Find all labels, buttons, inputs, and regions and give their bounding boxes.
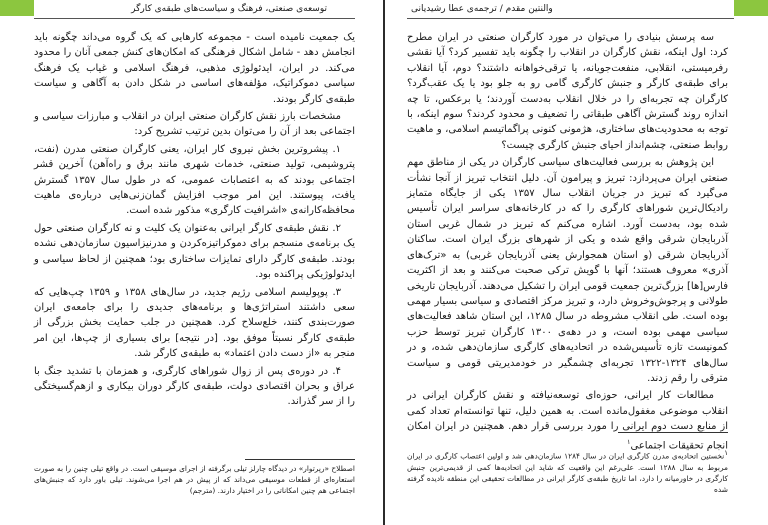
running-head-left: توسعه‌ی صنعتی، فرهنگ و سیاست‌های طبقه‌ی کارگر (131, 4, 327, 14)
footnote-right (407, 448, 728, 495)
left-page-body (34, 30, 355, 412)
footnote-reference: ۱ (626, 437, 631, 446)
header-rule (407, 18, 734, 19)
right-page-body (407, 30, 728, 455)
footnote-rule (245, 459, 355, 460)
paragraph: ۱. پیشروترین بخش نیروی کار ایران، یعنی کارگران صنعتی مدرن (نفت، پتروشیمی، تولید صنعتی، خدمات شهری مانند برق و راه‌آهن) آخرین قشر اجتماعی بودند که به اعتصابات عمومی، که در طول سال ۱۳۵۷ گسترش یافت، پیوستند. این امر موجب افزایش گمان‌زنی‌هایی درباره‌ی ماهیت محافظه‌کارانه‌ی «اشرافیت کارگری» مذکور شده است. (34, 143, 355, 217)
page-edge-tab (0, 0, 34, 16)
paragraph (407, 388, 728, 453)
paragraph: سه پرسش بنیادی را می‌توان در مورد کارگران صنعتی در ایران مطرح کرد: اول اینکه، نقش کارگران در انقلاب را چگونه باید تفسیر کرد؟ آیا نقشی رفرمیستی، انقلابی، منفعت‌جویانه، یا ترقی‌خواهانه داشتند؟ دوم، آیا انقلاب برای طبقه‌ی کارگر و جنبش کارگری گامی رو به جلو بود یا یک عقب‌گرد؟ کارگران چه تجربه‌ای را در خلال انقلاب به‌دست آوردند؛ یا برعکس، تا چه اندازه روند گسترش آگاهی طبقاتی را تضعیف و محدود کردند؟ سوم اینکه، با توجه به محدودیت‌های ساختاری، هژمونی کنونی پراگماتیسم اسلامی، و ماهیت روابط صنعتی، چشم‌انداز احیای جنبش کارگری چیست؟ (407, 32, 728, 151)
footnote-marker: ۱ (724, 449, 728, 457)
paragraph: این پژوهش به بررسی فعالیت‌های سیاسی کارگران در یکی از مناطق مهم صنعتی ایران می‌پردازد: تبریز و پیرامون آن. دلیل انتخاب تبریز از آنجا نشأت می‌گیرد که تبریز در جریان انقلاب سال ۱۳۵۷ یکی از جایگاه متمایز رادیکال‌ترین شوراهای کارگری را که در کارخانه‌های سراسر ایران تأسیس شده بود، به‌دست آورد. اشاره می‌کنم که تبریز در شمال غربی استان آذربایجان شرقی واقع شده و یکی از شهرهای بزرگ ایران است. ساکنان آذربایجان شرقی (و استان همجوارش یعنی آذربایجان غربی) به «ترک‌های آذری» معروف هستند؛ آنها با گویش ترکی صحبت می‌کنند و بعد از اکثریت فارس[ها] بزرگ‌ترین جمعیت قومی ایران را تشکیل می‌دهند. آذربایجان تاریخی طولانی و پرجوش‌وخروش دارد، و تبریز مرکز اقتصادی و سیاسی بسیار مهمی بوده است. طی انقلاب مشروطه در سال ۱۲۸۵، این استان شاهد فعالیت‌های سیاسی مهمی بوده است، و در دهه‌ی ۱۳۰۰ کارگران تبریز توسط حزب کمونیست تازه تأسیس‌شده در اتحادیه‌های کارگری سازمان‌دهی شده، و در سال‌های ۱۳۲۴-۱۳۲۲ تجربه‌ای چشمگیر در خودمدیریتی قومی و سیاست مترقی را رقم زدند. (407, 157, 729, 384)
right-page (385, 0, 768, 525)
left-page (0, 0, 383, 525)
running-head-right: والنتین مقدم / ترجمه‌ی عطا رشیدیانی (411, 4, 553, 14)
paragraph: ۴. در دوره‌ی پس از زوال شوراهای کارگری، و همزمان با تشدید جنگ با عراق و بحران اقتصادی دولت، طبقه‌ی کارگر دوران بیکاری و ازهم‌گسیختگی را از سر گذراند. (34, 365, 355, 408)
paragraph: ۳. پوپولیسم اسلامی رژیم جدید، در سال‌های ۱۳۵۸ و ۱۳۵۹ چپ‌هایی که سعی داشتند استراتژی‌ها و برنامه‌های جدیدی را برای جامعه‌ی ایران صورت‌بندی کنند، خلع‌سلاح کرد. همچنین در جلب حمایت بخش بزرگی از طبقه‌ی کارگر نسبتاً موفق بود. [در نتیجه] برای بسیاری از چپ‌ها، این امر منجر به «از دست دادن اعتماد» به طبقه‌ی کارگر شد. (34, 286, 355, 360)
footnote-left: اصطلاح «رپرتوار» در دیدگاه چارلز تیلی برگرفته از اجرای موسیقی است. در واقع تیلی چنین را به صورت استعاره‌ای از قطعات موسیقی می‌داند که از پیش در هم اجرا می‌شوند. تیلی باور دارد که جنبش‌های اجتماعی هم چنین امکاناتی را در اختیار دارند. (مترجم) (34, 464, 355, 496)
paragraph-text: مطالعات کار ایرانی، حوزه‌ای توسعه‌نیافته و نقش کارگران ایرانی در انقلاب موضوعی مغفول‌مانده است. به همین دلیل، تنها توانسته‌ام تعداد کمی از منابع دست دوم ایرانی را مورد بررسی قرار دهم. همچنین در ایران امکان انجام تحقیقات اجتماعی (407, 390, 728, 451)
footnote-text: نخستین اتحادیه‌ی مدرن کارگری ایران در سال ۱۲۸۴ سازمان‌دهی شد و اولین اعتصاب کارگری در ایران مربوط به سال ۱۲۸۸ است. علی‌رغم این واقعیت که شاید این اتحادیه‌ها کمی از قدیمی‌ترین جنبش کارگری در خاورمیانه را دارد، اما تاریخ طبقه‌ی کارگر ایرانی در مطالعات تحقیقی این منطقه نادیده گرفته شده (407, 451, 728, 495)
page-edge-tab (734, 0, 768, 16)
paragraph: مشخصات بارز نقش کارگران صنعتی ایران در انقلاب و مبارزات سیاسی و اجتماعی بعد از آن را می‌توان بدین ترتیب تشریح کرد: (34, 111, 355, 138)
paragraph: یک جمعیت نامیده است - مجموعه کارهایی که یک گروه می‌داند چگونه باید انجامش دهد - شامل اشکال فرهنگی که امکان‌های کنش جمعی آنان را محدود می‌کند. در ایران، ایدئولوژی مذهبی، فرهنگ اسلامی و غیاب یک فرهنگ سیاسی دموکراتیک، مؤلفه‌های اساسی در شکل دادن به آگاهی و سیاست طبقه‌ی کارگر بودند. (34, 32, 355, 105)
footnote-rule (618, 432, 728, 433)
header-rule (34, 18, 355, 19)
paragraph: ۲. نقش طبقه‌ی کارگر ایرانی به‌عنوان یک کلیت و نه کارگران صنعتی حول یک برنامه‌ی منسجم برای دموکراتیزه‌کردن و مدرنیزاسیون سازمان‌دهی نشده بودند. طبقه‌ی کارگر دارای تمایزات ساختاری بود؛ همچنین از لحاظ سیاسی و ایدئولوژیکی پراکنده بود. (34, 222, 355, 281)
